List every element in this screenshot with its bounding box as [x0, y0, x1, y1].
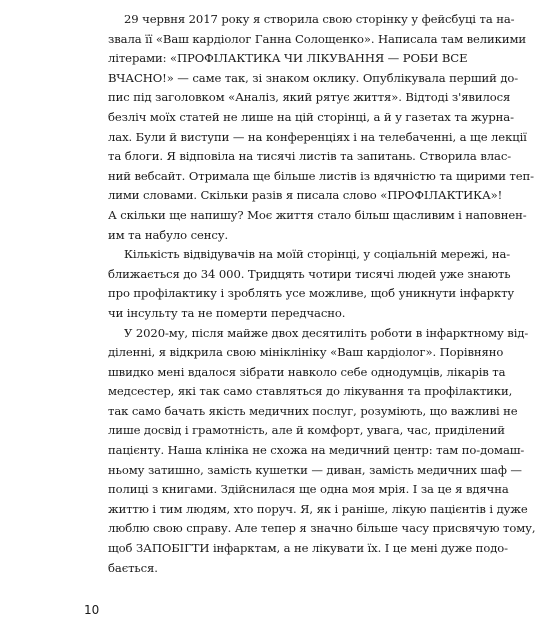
text-line: безліч моїх статей не лише на цій сторінці, а й у газетах та журна-	[108, 109, 514, 124]
text-line: звала її «Ваш кардіолог Ганна Солощенко». Написала там великими	[108, 31, 526, 46]
text-line: ньому затишно, замість кушетки — диван, замість медичних шаф —	[108, 462, 522, 477]
paragraph-1	[108, 10, 534, 245]
text-line: Кількість відвідувачів на моїй сторінці, у соціальній мережі, на-	[124, 247, 511, 262]
text-line: діленні, я відкрила свою мініклініку «Ваш кардіолог». Порівняно	[108, 345, 504, 360]
text-line: швидко мені вдалося зібрати навколо себе однодумців, лікарів та	[108, 364, 506, 379]
page-number: 10	[84, 603, 100, 617]
text-line: життю і тим людям, хто поруч. Я, як і раніше, лікую пацієнтів і дуже	[108, 501, 528, 516]
text-line: А скільки ще напишу? Моє життя стало більш щасливим і наповнен-	[108, 207, 527, 222]
text-line: літерами: «ПРОФІЛАКТИКА ЧИ ЛІКУВАННЯ — РОБИ ВСЕ	[108, 51, 468, 66]
text-line: люблю свою справу. Але тепер я значно більше часу присвячую тому,	[108, 521, 535, 536]
text-line: чи інсульту та не померти передчасно.	[108, 305, 346, 320]
text-line: ний вебсайт. Отримала ще більше листів із вдячністю та щирими теп-	[108, 168, 534, 183]
paragraph-2	[108, 245, 515, 323]
text-line: бається.	[108, 560, 158, 575]
text-line: щоб ЗАПОБІГТИ інфарктам, а не лікувати їх. І це мені дуже подо-	[108, 541, 508, 556]
text-line: ближається до 34 000. Тридцять чотири тисячі людей уже знають	[108, 266, 511, 281]
body-text	[108, 10, 535, 578]
text-line: полиці з книгами. Здійснилася ще одна моя мрія. І за це я вдячна	[108, 482, 509, 497]
text-line: У 2020-му, після майже двох десятиліть роботи в інфарктному від-	[124, 325, 529, 340]
paragraph-3	[108, 324, 535, 579]
text-line: так само бачать якість медичних послуг, розуміють, що важливі не	[108, 403, 518, 418]
text-line: лах. Були й виступи — на конференціях і на телебаченні, а ще лекції	[108, 129, 527, 144]
text-line: лише досвід і грамотність, але й комфорт, увага, час, приділений	[108, 423, 505, 438]
text-line: им та набуло сенсу.	[108, 227, 229, 242]
text-line: пис під заголовком «Аналіз, який рятує життя». Відтоді з'явилося	[108, 90, 511, 105]
text-line: пацієнту. Наша клініка не схожа на медичний центр: там по-домаш-	[108, 443, 525, 458]
text-line: лими словами. Скільки разів я писала слово «ПРОФІЛАКТИКА»!	[108, 188, 503, 203]
text-line: 29 червня 2017 року я створила свою сторінку у фейсбуці та на-	[124, 12, 515, 26]
text-line: та блоги. Я відповіла на тисячі листів та запитань. Створила влас-	[108, 149, 512, 164]
text-line: про профілактику і зроблять усе можливе, щоб уникнути інфаркту	[108, 286, 515, 301]
text-line: ВЧАСНО!» — саме так, зі знаком оклику. Опублікувала перший до-	[108, 70, 519, 85]
text-line: медсестер, які так само ставляться до лікування та профілактики,	[108, 384, 513, 399]
